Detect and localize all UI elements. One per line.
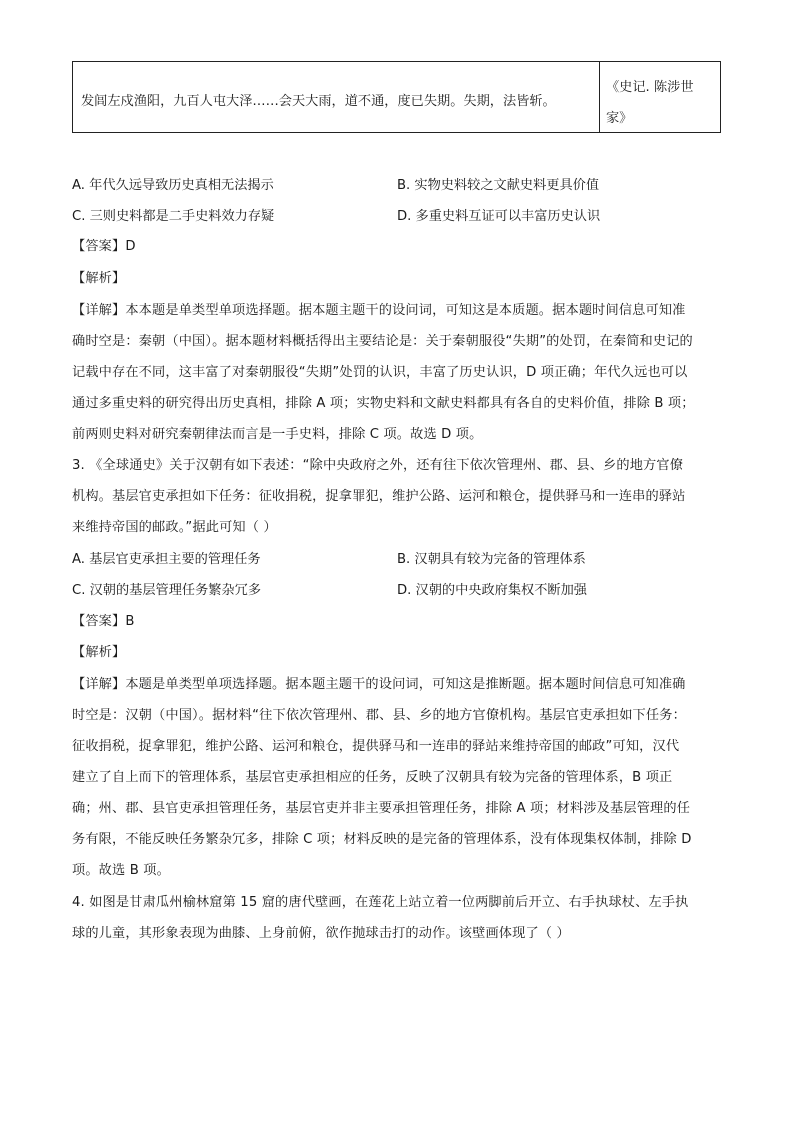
q3-answer: 【答案】B [72, 614, 135, 629]
table-source: 《史记. 陈涉世家》 [606, 80, 694, 126]
q3-stem-line: 来维持帝国的邮政。”据此可知（ ） [72, 520, 277, 535]
q2-option-d[interactable]: D. 多重史料互证可以丰富历史认识 [397, 209, 601, 224]
q3-option-d[interactable]: D. 汉朝的中央政府集权不断加强 [397, 583, 587, 598]
q3-explanation-line: 务有限，不能反映任务繁杂冗多，排除 C 项；材料反映的是完备的管理体系，没有体现集权体制，排除 D [72, 832, 692, 847]
q3-explanation-line: 确；州、郡、县官吏承担管理任务，基层官吏并非主要承担管理任务，排除 A 项；材料涉及基层管理的任 [72, 801, 691, 816]
q3-option-a[interactable]: A. 基层官吏承担主要的管理任务 [72, 552, 261, 567]
q3-option-c[interactable]: C. 汉朝的基层管理任务繁杂冗多 [72, 583, 262, 598]
q4-stem-line: 4. 如图是甘肃瓜州榆林窟第 15 窟的唐代壁画，在莲花上站立着一位两脚前后开立、右手执球杖、左手执 [72, 895, 689, 910]
q3-explanation-line: 时空是：汉朝（中国）。据材料“往下依次管理州、郡、县、乡的地方官僚机构。基层官吏承担如下任务： [72, 708, 686, 723]
source-table [72, 61, 721, 133]
q3-explanation-line: 建立了自上而下的管理体系，基层官吏承担相应的任务，反映了汉朝具有较为完备的管理体系，B 项正 [72, 770, 673, 785]
q3-explanation-line: 征收捐税，捉拿罪犯，维护公路、运河和粮仓，提供驿马和一连串的驿站来维持帝国的邮政”可知，汉代 [72, 739, 680, 754]
q3-stem-line: 机构。基层官吏承担如下任务：征收捐税，捉拿罪犯，维护公路、运河和粮仓，提供驿马和一连串的驿站 [72, 489, 686, 504]
q3-option-b[interactable]: B. 汉朝具有较为完备的管理体系 [397, 552, 586, 567]
table-divider [599, 62, 600, 132]
q2-explanation-line: 确时空是：秦朝（中国）。据本题材料概括得出主要结论是：关于秦朝服役“失期”的处罚，在秦简和史记的 [72, 334, 693, 349]
q2-option-b[interactable]: B. 实物史料较之文献史料更具价值 [397, 178, 600, 193]
q3-analysis-label: 【解析】 [72, 645, 126, 660]
q2-explanation-line: 通过多重史料的研究得出历史真相，排除 A 项；实物史料和文献史料都具有各自的史料价值，排除 B 项； [72, 396, 695, 411]
q3-stem-line: 3. 《全球通史》关于汉朝有如下表述：“除中央政府之外，还有往下依次管理州、郡、县、乡的地方官僚 [72, 458, 684, 473]
q2-answer: 【答案】D [72, 239, 136, 254]
q2-explanation-line: 【详解】本本题是单类型单项选择题。据本题主题干的设问词，可知这是本质题。据本题时间信息可知准 [72, 303, 686, 318]
q2-explanation-line: 前两则史料对研究秦朝律法而言是一手史料，排除 C 项。故选 D 项。 [72, 427, 483, 442]
q4-stem-line: 球的儿童，其形象表现为曲膝、上身前俯，欲作抛球击打的动作。该壁画体现了（ ） [72, 926, 570, 941]
q2-option-a[interactable]: A. 年代久远导致历史真相无法揭示 [72, 178, 274, 193]
q3-explanation-line: 【详解】本题是单类型单项选择题。据本题主题干的设问词，可知这是推断题。据本题时间信息可知准确 [72, 677, 686, 692]
q2-option-c[interactable]: C. 三则史料都是二手史料效力存疑 [72, 209, 275, 224]
q2-analysis-label: 【解析】 [72, 271, 126, 286]
q3-explanation-line: 项。故选 B 项。 [72, 863, 170, 878]
q2-explanation-line: 记载中存在不同，这丰富了对秦朝服役“失期”处罚的认识，丰富了历史认识，D 项正确；年代久远也可以 [72, 365, 688, 380]
table-text: 发闾左戍渔阳，九百人屯大泽……会天大雨，道不通，度已失期。失期，法皆斩。 [81, 94, 556, 109]
